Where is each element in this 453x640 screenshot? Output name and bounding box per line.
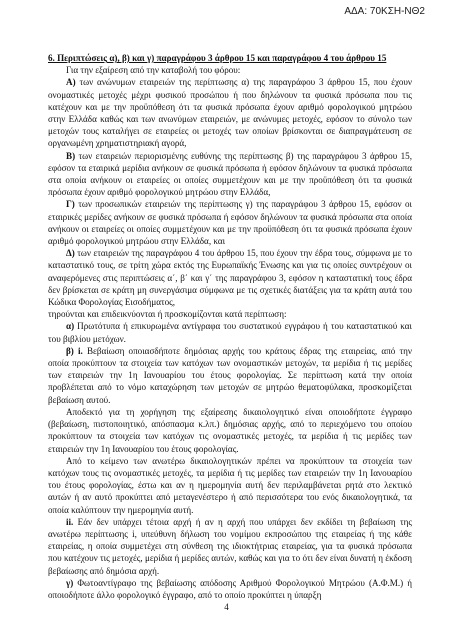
paragraph-text: Από το κείμενο των ανωτέρω δικαιολογητικών πρέπει να προκύπτουν τα στοιχεία των κατόχων τους τις ονομαστικές μετοχές, τα μερίδια ή τις μερίδες των εταιρειών την 1η Ιανουαρίου του έτους φορολογίας, έστω και αν η ημερομηνία αυτή δεν περιλαμβάνεται ρητά στο λεκτικό αυτών ή αν αυτό προκύπτει από μεταγενέστερο ή από περισσότερα του ενός δικαιολογητικά, τα οποία καλύπτουν την ημερομηνία αυτή. bbox=[48, 455, 412, 515]
paragraph-case-c bbox=[48, 198, 412, 247]
paragraph-case-a bbox=[48, 76, 412, 149]
paragraph-lead: γ) bbox=[66, 577, 74, 588]
paragraph-text: Φωτοαντίγραφο της βεβαίωσης απόδοσης Αριθμού Φορολογικού Μητρώου (Α.Φ.Μ.) ή οποιοδήποτε άλλο φορολογικό έγγραφο, από το οποίο προκύπτει η ύπαρξη bbox=[48, 577, 412, 600]
paragraph-case-b bbox=[48, 150, 412, 199]
paragraph-item-b-ii bbox=[48, 516, 412, 577]
paragraph-intro bbox=[48, 64, 412, 76]
paragraph-acceptable-docs bbox=[48, 406, 412, 455]
document-body bbox=[48, 52, 412, 601]
paragraph-item-b-i bbox=[48, 345, 412, 406]
paragraph-text: Βεβαίωση οποιασδήποτε δημόσιας αρχής του κράτους έδρας της εταιρείας, από την οποία προκύπτουν τα στοιχεία των κατόχων των ονομαστικών μετοχών, τα μερίδια ή τις μερίδες των εταιρειών την 1η Ιανουαρίου του έτους φορολογίας. Σε περίπτωση κατά την οποία προβλέπεται από το νόμο καταχώρηση των μετοχών σε μητρώο θεματοφύλακα, προσκομίζεται βεβαίωση αυτού. bbox=[48, 345, 412, 405]
paragraph-text: Εάν δεν υπάρχει τέτοια αρχή ή αν η αρχή που υπάρχει δεν εκδίδει τη βεβαίωση της ανωτέρω περίπτωσης i, υπεύθυνη δήλωση του νομίμου εκπροσώπου της εταιρείας ή της κάθε εταιρείας, η οποία συμμετέχει στη σύνθεση της ιδιοκτήτριας εταιρείας, για τα φυσικά πρόσωπα που κατέχουν τις μετοχές, μερίδια ή μερίδες αυτών, καθώς και για το ότι δεν είναι δυνατή η έκδοση βεβαίωσης από δημόσια αρχή. bbox=[48, 516, 412, 576]
section-heading: 6. Περιπτώσεις α), β) και γ) παραγράφου 3 άρθρου 15 και παραγράφου 4 του άρθρου 15 bbox=[48, 53, 387, 63]
paragraph-lead: Δ) bbox=[66, 248, 75, 259]
paragraph-item-a bbox=[48, 320, 412, 344]
paragraph-lead: α) bbox=[66, 321, 75, 332]
paragraph-text: Πρωτότυπα ή επικυρωμένα αντίγραφα του συστατικού εγγράφου ή του καταστατικού και του βιβλίου μετόχων. bbox=[48, 321, 412, 344]
paragraph-lead: Β) bbox=[66, 150, 76, 161]
paragraph-item-c bbox=[48, 577, 412, 601]
paragraph-text: των εταιρειών της παραγράφου 4 του άρθρου 15, που έχουν την έδρα τους, σύμφωνα με το καταστατικό τους, σε τρίτη χώρα εκτός της Ευρωπαϊκής Ένωσης και για τις οποίες συντρέχουν οι αναφερόμενες στις περιπτώσεις α΄, β΄ και γ΄ της παραγράφου 3, εφόσον η καταστατική τους έδρα δεν βρίσκεται σε κράτη μη συνεργάσιμα σύμφωνα με τις σχετικές διατάξεις για τα κράτη αυτά του Κώδικα Φορολογίας Εισοδήματος, bbox=[48, 248, 412, 308]
paragraph-lead: Γ) bbox=[66, 199, 75, 210]
paragraph-requirements-intro bbox=[48, 308, 412, 320]
paragraph-text: των προσωπικών εταιρειών της περίπτωσης γ) της παραγράφου 3 άρθρου 15, εφόσον οι εταιρικές μερίδες ανήκουν σε φυσικά πρόσωπα ή εφόσον δηλώνουν τα φυσικά πρόσωπα στα οποία ανήκουν οι εταιρείες οι οποίες συμμετέχουν και με την προϋπόθεση ότι τα φυσικά πρόσωπα έχουν αριθμό φορολογικού μητρώου στην Ελλάδα, και bbox=[48, 199, 412, 247]
paragraph-lead: β) i. bbox=[66, 345, 83, 356]
page-number: 4 bbox=[224, 602, 229, 612]
paragraph-case-d bbox=[48, 247, 412, 308]
ada-code: ΑΔΑ: 70ΚΣΗ-ΝΘ2 bbox=[344, 6, 425, 17]
paragraph-doc-content bbox=[48, 455, 412, 516]
paragraph-text: των εταιρειών περιορισμένης ευθύνης της περίπτωσης β) της παραγράφου 3 άρθρου 15, εφόσον τα εταιρικά μερίδια ανήκουν σε φυσικά πρόσωπα ή εφόσον δηλώνουν τα φυσικά πρόσωπα στα οποία ανήκουν οι εταιρείες οι οποίες συμμετέχουν και με την προϋπόθεση ότι τα φυσικά πρόσωπα έχουν αριθμό φορολογικού μητρώου στην Ελλάδα, bbox=[48, 150, 412, 198]
paragraph-text: τηρούνται και επιδεικνύονται ή προσκομίζονται κατά περίπτωση: bbox=[48, 309, 287, 320]
paragraph-text: Για την εξαίρεση από την καταβολή του φόρου: bbox=[66, 65, 241, 76]
paragraph-lead: Α) bbox=[66, 77, 76, 88]
paragraph-text: Αποδεκτό για τη χορήγηση της εξαίρεσης δικαιολογητικό είναι οποιοδήποτε έγγραφο (βεβαίωση, πιστοποιητικό, απόσπασμα κ.λπ.) δημόσιας αρχής, από το περιεχόμενο του οποίου προκύπτουν τα στοιχεία των κατόχων τις ονομαστικές μετοχές, τα μερίδια ή τις μερίδες των εταιρειών την 1η Ιανουαρίου του έτους φορολογίας. bbox=[48, 406, 412, 454]
paragraph-lead: ii. bbox=[66, 516, 74, 527]
paragraph-text: των ανώνυμων εταιρειών της περίπτωσης α) της παραγράφου 3 άρθρου 15, που έχουν ονομαστικές μετοχές μέχρι φυσικού προσώπου ή που δηλώνουν τα φυσικά πρόσωπα που τις κατέχουν και με την προϋπόθεση ότι τα φυσικά πρόσωπα έχουν αριθμό φορολογικού μητρώου στην Ελλάδα καθώς και των ανωνύμων εταιρειών, με ανώνυμες μετοχές, εφόσον το σύνολο των μετοχών τους καταλήγει σε εταιρείες οι μετοχές των οποίων βρίσκονται σε διαπραγμάτευση σε οργανωμένη χρηματιστηριακή αγορά, bbox=[48, 77, 412, 149]
